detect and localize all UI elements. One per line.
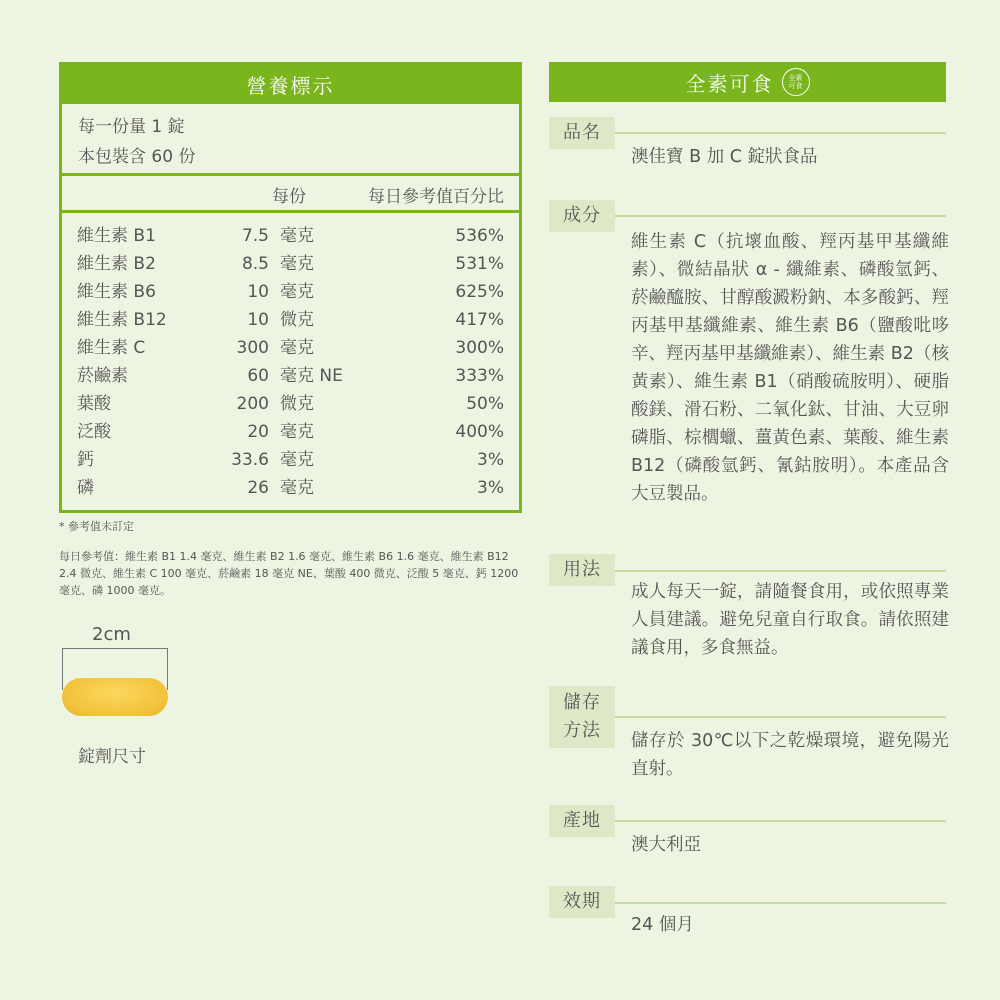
divider-line [615,902,946,904]
nutrient-unit: 毫克 [280,338,314,358]
nutrient-amount: 10 [247,282,269,302]
nutrient-name: 泛酸 [77,422,111,442]
label-ingredients: 成分 [549,200,615,232]
nutrient-percent: 536% [455,226,504,246]
divider-line [615,820,946,822]
nutrient-row [62,306,519,334]
nutrient-percent: 531% [455,254,504,274]
nutrient-percent: 50% [466,394,504,414]
nutrition-footnote: * 參考值未訂定 [59,520,134,533]
label-origin: 產地 [549,805,615,837]
nutrient-amount: 33.6 [231,450,269,470]
nutrient-unit: 毫克 [280,254,314,274]
nutrient-percent: 400% [455,422,504,442]
nutrient-row [62,418,519,446]
nutrient-name: 維生素 B1 [77,226,156,246]
nutrition-column-headers [62,176,519,213]
label-product-name: 品名 [549,117,615,149]
nutrient-row [62,278,519,306]
serving-size: 每一份量 1 錠 [78,117,185,137]
nutrient-amount: 20 [247,422,269,442]
label-usage: 用法 [549,554,615,586]
shelf-life-value: 24 個月 [631,915,694,935]
nutrient-unit: 毫克 [280,450,314,470]
tablet-size-label: 2cm [92,624,131,645]
nutrient-percent: 625% [455,282,504,302]
nutrient-row [62,446,519,474]
vegan-badge-icon: 全素 可食 [782,68,810,96]
label-storage-line1: 儲存 [563,692,601,713]
divider-line [615,570,946,572]
nutrient-percent: 417% [455,310,504,330]
nutrient-unit: 毫克 [280,282,314,302]
nutrient-amount: 200 [236,394,269,414]
nutrition-facts-table [59,62,522,513]
daily-reference-note: 每日參考值：維生素 B1 1.4 毫克、維生素 B2 1.6 毫克、維生素 B6 1.6 毫克、維生素 B12 2.4 微克、維生素 C 100 毫克、菸鹼素 18 毫克 NE、葉酸 400 微克、泛酸 5 毫克、鈣 1200 毫克、磷 1000 毫克。 [59,550,519,597]
nutrient-name: 維生素 B6 [77,282,156,302]
nutrient-unit: 微克 [280,310,314,330]
label-shelf-life: 效期 [549,886,615,918]
nutrient-unit: 毫克 [280,226,314,246]
usage-value: 成人每天一錠，請隨餐食用，或依照專業人員建議。避免兒童自行取食。請依照建議食用，多食無益。 [631,582,949,658]
nutrient-unit: 毫克 [280,478,314,498]
nutrition-title: 營養標示 [62,65,519,104]
nutrient-percent: 3% [477,450,504,470]
nutrient-percent: 300% [455,338,504,358]
divider-line [615,215,946,217]
nutrient-amount: 26 [247,478,269,498]
origin-value: 澳大利亞 [631,835,701,855]
col-daily-value: 每日參考值百分比 [368,187,504,207]
nutrient-unit: 毫克 [280,422,314,442]
storage-value: 儲存於 30℃以下之乾燥環境，避免陽光直射。 [631,731,949,779]
label-storage-line2: 方法 [563,720,601,741]
vegan-title: 全素可食 [685,71,774,96]
nutrient-amount: 10 [247,310,269,330]
servings-per-package: 本包裝含 60 份 [78,147,196,167]
nutrient-name: 鈣 [77,450,94,470]
ruler-left-tick [62,660,63,690]
nutrient-row [62,362,519,390]
vegan-header [549,62,946,102]
nutrient-name: 葉酸 [77,394,111,414]
nutrient-row [62,390,519,418]
ruler-right-tick [167,660,168,690]
nutrient-row [62,250,519,278]
nutrient-unit: 毫克 NE [280,366,343,386]
nutrient-name: 磷 [77,478,94,498]
nutrient-amount: 300 [236,338,269,358]
tablet-illustration [62,678,168,716]
col-per-serving: 每份 [272,187,306,207]
nutrient-percent: 3% [477,478,504,498]
nutrient-name: 維生素 B12 [77,310,167,330]
nutrient-percent: 333% [455,366,504,386]
divider-line [615,132,946,134]
nutrient-row [62,222,519,250]
size-ruler [62,648,168,660]
label-storage [549,686,615,748]
divider-line [615,716,946,718]
nutrient-name: 維生素 C [77,338,146,358]
nutrient-amount: 7.5 [241,226,269,246]
nutrient-amount: 60 [247,366,269,386]
tablet-size-caption: 錠劑尺寸 [78,747,146,767]
nutrient-name: 維生素 B2 [77,254,156,274]
nutrition-rows [62,213,519,502]
serving-info [62,104,519,176]
nutrient-unit: 微克 [280,394,314,414]
nutrient-name: 菸鹼素 [77,366,128,386]
nutrient-row [62,474,519,502]
ingredients-value: 維生素 C（抗壞血酸、羥丙基甲基纖維素）、微結晶狀 α - 纖維素、磷酸氫鈣、菸鹼醯胺、甘醇酸澱粉鈉、本多酸鈣、羥丙基甲基纖維素、維生素 B6（鹽酸吡哆辛、羥丙基甲基纖維素）、維生素 B2（核黃素）、維生素 B1（硝酸硫胺明）、硬脂酸鎂、滑石粉、二氧化鈦、甘油、大豆卵磷脂、棕櫚蠟、薑黃色素、葉酸、維生素 B12（磷酸氫鈣、氰鈷胺明）。本產品含大豆製品。 [631,232,949,504]
nutrient-row [62,334,519,362]
nutrient-amount: 8.5 [241,254,269,274]
product-name-value: 澳佳寶 B 加 C 錠狀食品 [631,147,818,167]
